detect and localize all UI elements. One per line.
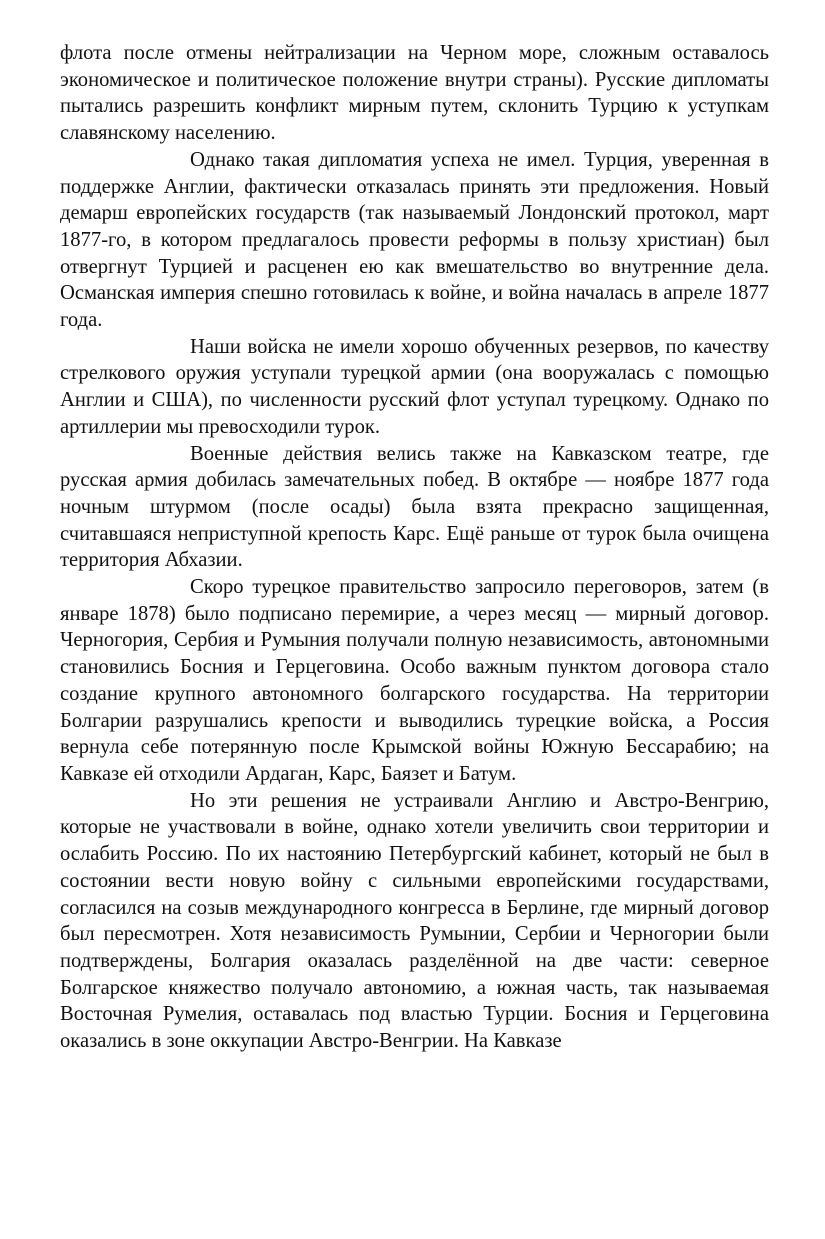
paragraph-1: флота после отмены нейтрализации на Черном море, сложным оставалось экономическое и политическое положение внутри страны). Русские дипломаты пытались разрешить конфликт мирным путем, склонить Турцию к уступкам славянскому населению. (60, 42, 769, 145)
paragraph-5: Скоро турецкое правительство запросило переговоров, затем (в январе 1878) было подписано перемирие, а через месяц — мирный договор. Черногория, Сербия и Румыния получали полную независимость, автономными становились Босния и Герцеговина. Особо важным пунктом договора стало создание крупного автономного болгарского государства. На территории Болгарии разрушались крепости и выводились турецкие войска, а Россия вернула себе потерянную после Крымской войны Южную Бессарабию; на Кавказе ей отходили Ардаган, Карс, Баязет и Батум. (60, 576, 769, 785)
document-page (60, 40, 769, 1055)
paragraph-4: Военные действия велись также на Кавказском театре, где русская армия добилась замечательных побед. В октябре — ноябре 1877 года ночным штурмом (после осады) была взята прекрасно защищенная, считавшаяся неприступной крепость Карс. Ещё раньше от турок была очищена территория Абхазии. (60, 442, 769, 572)
paragraph-3: Наши войска не имели хорошо обученных резервов, по качеству стрелкового оружия уступали турецкой армии (она вооружалась с помощью Англии и США), по численности русский флот уступал турецкому. Однако по артиллерии мы превосходили турок. (60, 335, 769, 438)
paragraph-6: Но эти решения не устраивали Англию и Австро-Венгрию, которые не участвовали в войне, однако хотели увеличить свои территории и ослабить Россию. По их настоянию Петербургский кабинет, который не был в состоянии вести новую войну с сильными европейскими государствами, согласился на созыв международного конгресса в Берлине, где мирный договор был пересмотрен. Хотя независимость Румынии, Сербии и Черногории были подтверждены, Болгария оказалась разделённой на две части: северное Болгарское княжество получало автономию, а южная часть, так называемая Восточная Румелия, оставалась под властью Турции. Босния и Герцеговина оказались в зоне оккупации Австро-Венгрии. На Кавказе (60, 789, 769, 1053)
paragraph-2: Однако такая дипломатия успеха не имел. Турция, уверенная в поддержке Англии, фактически отказалась принять эти предложения. Новый демарш европейских государств (так называемый Лондонский протокол, март 1877-го, в котором предлагалось провести реформы в пользу христиан) был отвергнут Турцией и расценен ею как вмешательство во внутренние дела. Османская империя спешно готовилась к войне, и война началась в апреле 1877 года. (60, 148, 769, 332)
